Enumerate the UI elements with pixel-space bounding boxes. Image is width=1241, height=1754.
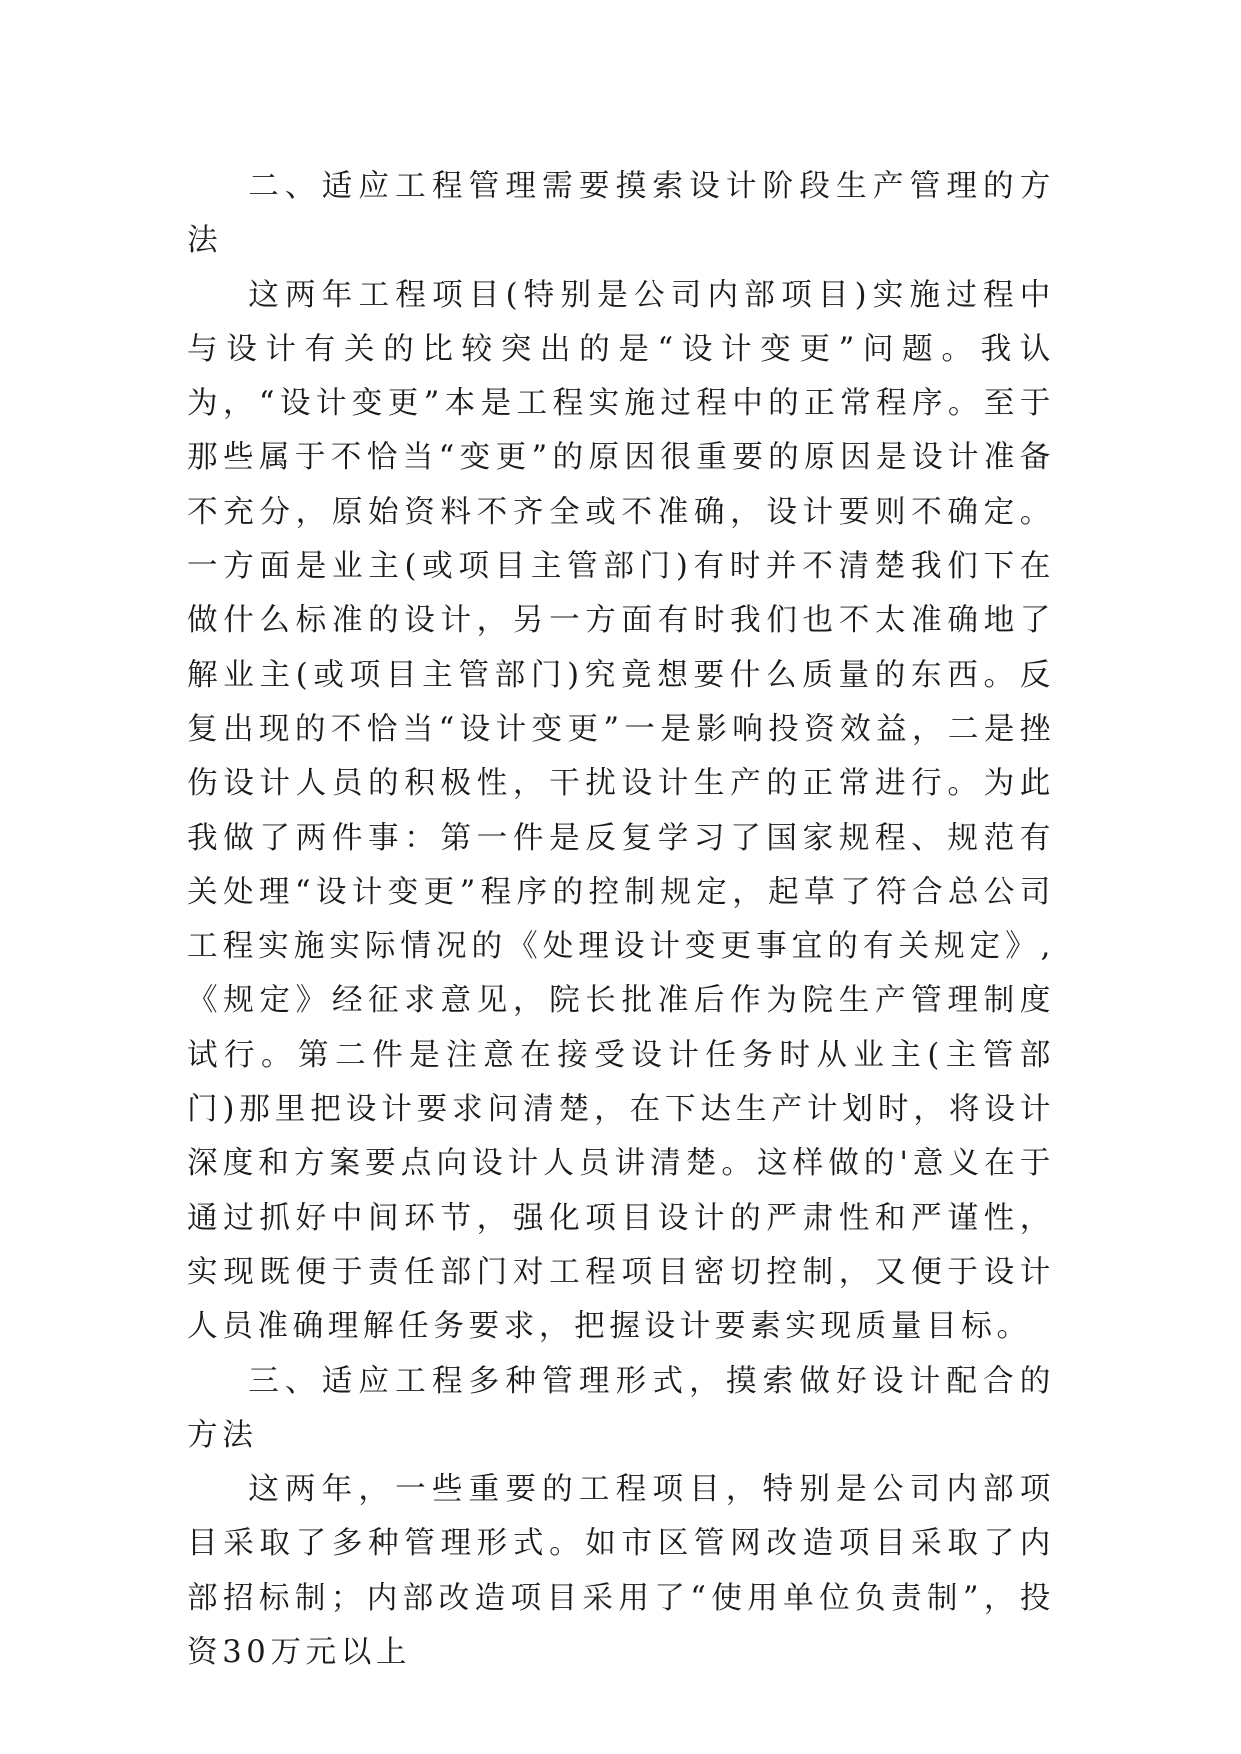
document-body	[187, 160, 1055, 1680]
body-paragraph: 这两年，一些重要的工程项目，特别是公司内部项目采取了多种管理形式。如市区管网改造项目采取了内部招标制；内部改造项目采用了“使用单位负责制”，投资30万元以上	[187, 1472, 1055, 1671]
section-heading-2: 二、适应工程管理需要摸索设计阶段生产管理的方法	[187, 169, 1055, 259]
section-heading-3: 三、适应工程多种管理形式，摸索做好设计配合的方法	[187, 1363, 1055, 1453]
body-paragraph: 这两年工程项目(特别是公司内部项目)实施过程中与设计有关的比较突出的是“设计变更”问题。我认为，“设计变更”本是工程实施过程中的正常程序。至于那些属于不恰当“变更”的原因很重要的原因是设计准备不充分，原始资料不齐全或不准确，设计要则不确定。一方面是业主(或项目主管部门)有时并不清楚我们下在做什么标准的设计，另一方面有时我们也不太准确地了解业主(或项目主管部门)究竟想要什么质量的东西。反复出现的不恰当“设计变更”一是影响投资效益，二是挫伤设计人员的积极性，干扰设计生产的正常进行。为此我做了两件事：第一件是反复学习了国家规程、规范有关处理“设计变更”程序的控制规定，起草了符合总公司工程实施实际情况的《处理设计变更事宜的有关规定》,《规定》经征求意见，院长批准后作为院生产管理制度试行。第二件是注意在接受设计任务时从业主(主管部门)那里把设计要求问清楚，在下达生产计划时，将设计深度和方案要点向设计人员讲清楚。这样做的'意义在于通过抓好中间环节，强化项目设计的严肃性和严谨性，实现既便于责任部门对工程项目密切控制，又便于设计人员准确理解任务要求，把握设计要素实现质量目标。	[187, 277, 1055, 1345]
